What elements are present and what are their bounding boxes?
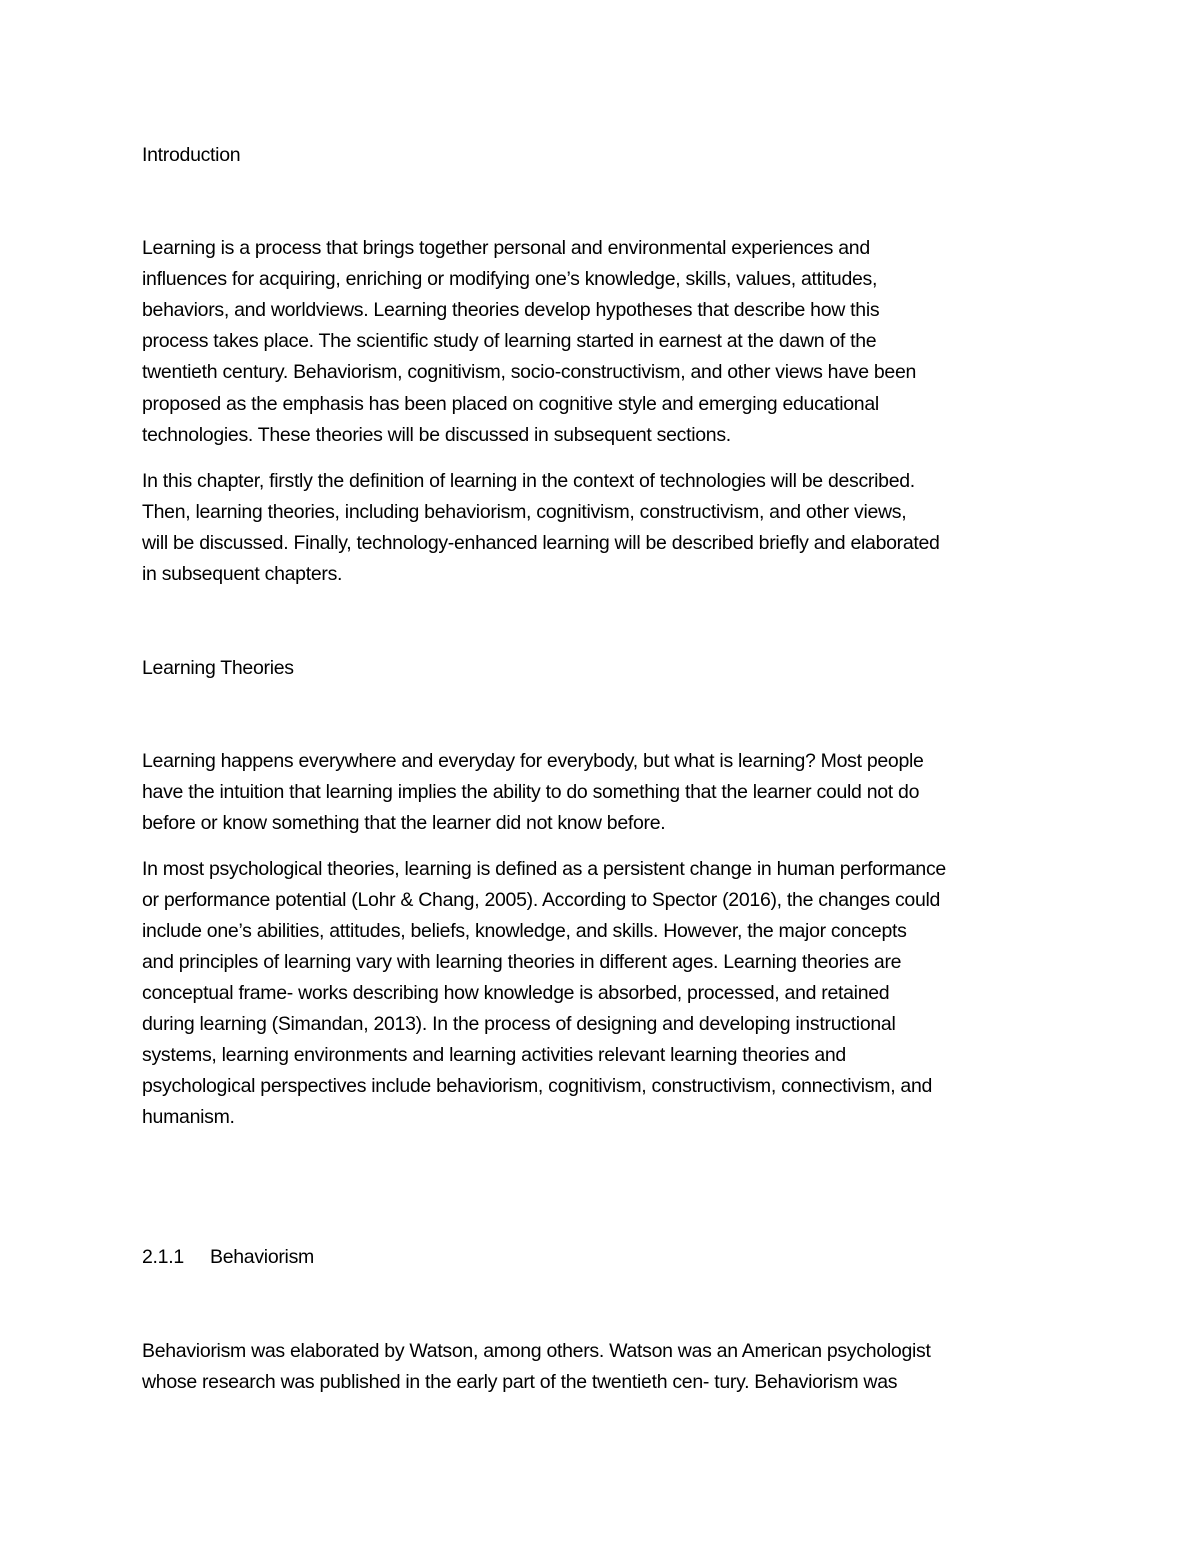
intro-p2-line: will be discussed. Finally, technology-enhanced learning will be described briefly and elaborated <box>142 532 940 554</box>
theories-p2-line: or performance potential (Lohr & Chang, 2005). According to Spector (2016), the changes could <box>142 889 941 911</box>
intro-p1-line: proposed as the emphasis has been placed on cognitive style and emerging educational <box>142 393 879 415</box>
heading-introduction: Introduction <box>142 144 241 166</box>
behaviorism-p1-line: Behaviorism was elaborated by Watson, among others. Watson was an American psychologist <box>142 1340 931 1362</box>
intro-p1-line: process takes place. The scientific study of learning started in earnest at the dawn of the <box>142 330 877 352</box>
intro-p1-line: Learning is a process that brings together personal and environmental experiences and <box>142 237 870 259</box>
heading-title: Behaviorism <box>210 1246 314 1268</box>
theories-p2-line: In most psychological theories, learning is defined as a persistent change in human performance <box>142 858 946 880</box>
theories-p2-line: include one’s abilities, attitudes, beliefs, knowledge, and skills. However, the major concepts <box>142 920 907 942</box>
intro-p2-line: in subsequent chapters. <box>142 563 343 585</box>
intro-p2-line: In this chapter, firstly the definition of learning in the context of technologies will be described. <box>142 470 915 492</box>
heading-behaviorism <box>142 1245 314 1269</box>
intro-p1-line: twentieth century. Behaviorism, cognitivism, socio-constructivism, and other views have been <box>142 361 917 383</box>
theories-p2-line: psychological perspectives include behaviorism, cognitivism, constructivism, connectivism, and <box>142 1075 933 1097</box>
theories-p1-line: before or know something that the learner did not know before. <box>142 812 666 834</box>
theories-p1-line: have the intuition that learning implies the ability to do something that the learner could not do <box>142 781 920 803</box>
theories-p2-line: systems, learning environments and learning activities relevant learning theories and <box>142 1044 846 1066</box>
intro-p2-line: Then, learning theories, including behaviorism, cognitivism, constructivism, and other views, <box>142 501 907 523</box>
theories-p2-line: and principles of learning vary with learning theories in different ages. Learning theories are <box>142 951 902 973</box>
heading-number: 2.1.1 <box>142 1246 184 1268</box>
behaviorism-p1-line: whose research was published in the early part of the twentieth cen- tury. Behaviorism was <box>142 1371 898 1393</box>
heading-learning-theories: Learning Theories <box>142 657 294 679</box>
theories-p1-line: Learning happens everywhere and everyday for everybody, but what is learning? Most people <box>142 750 924 772</box>
theories-p2-line: conceptual frame- works describing how knowledge is absorbed, processed, and retained <box>142 982 890 1004</box>
intro-p1-line: influences for acquiring, enriching or modifying one’s knowledge, skills, values, attitudes, <box>142 268 878 290</box>
intro-p1-line: behaviors, and worldviews. Learning theories develop hypotheses that describe how this <box>142 299 880 321</box>
theories-p2-line: humanism. <box>142 1106 235 1128</box>
intro-p1-line: technologies. These theories will be discussed in subsequent sections. <box>142 424 731 446</box>
theories-p2-line: during learning (Simandan, 2013). In the process of designing and developing instructional <box>142 1013 896 1035</box>
